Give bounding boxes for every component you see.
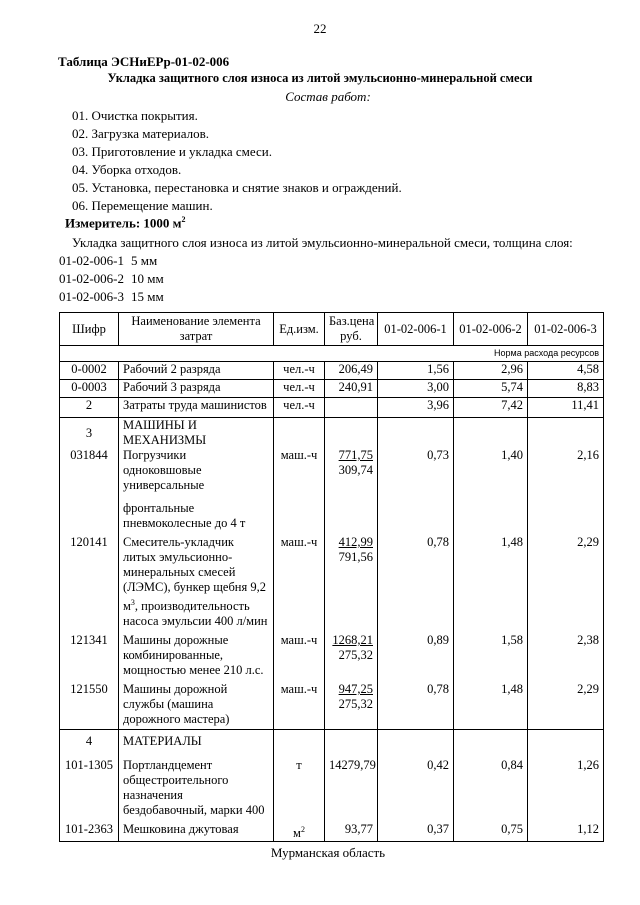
row-code: 031844 (60, 448, 119, 535)
table-row (60, 822, 604, 842)
row-value-2: 1,48 (454, 682, 528, 730)
row-value-3: 1,12 (528, 822, 604, 842)
section-header-row (60, 730, 604, 752)
work-item: 01. Очистка покрытия. (72, 108, 198, 123)
header-name: Наименование элемента затрат (119, 313, 274, 346)
table-row (60, 398, 604, 418)
row-value-2: 5,74 (454, 380, 528, 398)
row-unit: чел.-ч (274, 380, 325, 398)
row-value-1: 0,37 (378, 822, 454, 842)
row-name: Погрузчики одноковшовые универсальные фронтальные пневмоколесные до 4 т (119, 448, 274, 535)
row-price: 947,25 275,32 (325, 682, 378, 730)
row-value-1: 0,78 (378, 682, 454, 730)
section-header-row (60, 418, 604, 449)
row-value-2: 7,42 (454, 398, 528, 418)
work-item: 06. Перемещение машин. (72, 198, 213, 213)
variant-value: 15 мм (131, 289, 164, 304)
variant-row (59, 289, 164, 305)
row-code: 121341 (60, 633, 119, 682)
row-price: 1268,21 275,32 (325, 633, 378, 682)
row-value-3: 2,29 (528, 682, 604, 730)
work-item: 05. Установка, перестановка и снятие знаков и ограждений. (72, 180, 402, 195)
row-value-2: 1,58 (454, 633, 528, 682)
row-value-3: 4,58 (528, 362, 604, 380)
row-name: Машины дорожные комбинированные, мощностью менее 210 л.с. (119, 633, 274, 682)
variant-code: 01-02-006-1 (59, 253, 124, 268)
row-unit: чел.-ч (274, 362, 325, 380)
variant-row (59, 253, 157, 269)
norm-note: Норма расхода ресурсов (60, 346, 604, 362)
row-price: 771,75 309,74 (325, 448, 378, 535)
row-code: 2 (60, 398, 119, 418)
row-unit: чел.-ч (274, 398, 325, 418)
row-name: Рабочий 3 разряда (119, 380, 274, 398)
table-row (60, 535, 604, 633)
row-value-1: 3,96 (378, 398, 454, 418)
row-value-1: 0,73 (378, 448, 454, 535)
variant-code: 01-02-006-2 (59, 271, 124, 286)
section-code: 4 (60, 730, 119, 752)
row-value-3: 1,26 (528, 752, 604, 822)
measure-unit: Измеритель: 1000 $м^2$ (65, 215, 186, 231)
row-price: 93,77 (325, 822, 378, 842)
header-variant-1: 01-02-006-1 (378, 313, 454, 346)
variant-value: 5 мм (131, 253, 158, 268)
row-value-2: 0,84 (454, 752, 528, 822)
row-code: 101-2363 (60, 822, 119, 842)
row-code: 101-1305 (60, 752, 119, 822)
header-price: Баз.цена руб. (325, 313, 378, 346)
variant-row (59, 271, 164, 287)
row-value-1: 0,42 (378, 752, 454, 822)
row-name: Портландцемент общестроительного назначения бездобавочный, марки 400 (119, 752, 274, 822)
row-code: 0-0003 (60, 380, 119, 398)
row-price: 206,49 (325, 362, 378, 380)
table-row (60, 633, 604, 682)
row-unit: маш.-ч (274, 682, 325, 730)
table-code: Таблица ЭСНиЕРр-01-02-006 (58, 54, 230, 69)
row-unit: т (274, 752, 325, 822)
row-unit: маш.-ч (274, 448, 325, 535)
table-row (60, 448, 604, 535)
row-price: 412,99 791,56 (325, 535, 378, 633)
table-title: Укладка защитного слоя износа из литой эмульсионно-минеральной смеси (107, 71, 533, 85)
header-code: Шифр (60, 313, 119, 346)
row-value-3: 2,38 (528, 633, 604, 682)
row-unit: маш.-ч (274, 535, 325, 633)
row-price: 240,91 (325, 380, 378, 398)
row-value-2: 0,75 (454, 822, 528, 842)
work-composition-heading: Состав работ: (285, 89, 371, 104)
header-variant-3: 01-02-006-3 (528, 313, 604, 346)
resource-table (59, 312, 604, 842)
row-value-2: 1,48 (454, 535, 528, 633)
row-name: Смеситель-укладчик литых эмульсионно- минеральных смесей (ЛЭМС), бункер щебня 9,2 $м^3$, производительность насоса эмульсии 400 л/мин (119, 535, 274, 633)
row-name: Мешковина джутовая (119, 822, 274, 842)
table-row (60, 682, 604, 730)
work-item: 04. Уборка отходов. (72, 162, 182, 177)
work-item: 03. Приготовление и укладка смеси. (72, 144, 272, 159)
row-value-1: 1,56 (378, 362, 454, 380)
row-value-1: 0,78 (378, 535, 454, 633)
header-unit: Ед.изм. (274, 313, 325, 346)
row-value-3: 8,83 (528, 380, 604, 398)
row-price: 14279,79 (325, 752, 378, 822)
table-row (60, 752, 604, 822)
work-item: 02. Загрузка материалов. (72, 126, 209, 141)
row-value-3: 11,41 (528, 398, 604, 418)
row-value-2: 1,40 (454, 448, 528, 535)
table-row (60, 380, 604, 398)
row-code: 0-0002 (60, 362, 119, 380)
row-unit: $м^2$ (274, 822, 325, 842)
row-value-1: 3,00 (378, 380, 454, 398)
header-variant-2: 01-02-006-2 (454, 313, 528, 346)
row-code: 120141 (60, 535, 119, 633)
section-title: МАТЕРИАЛЫ (119, 730, 274, 752)
row-value-3: 2,16 (528, 448, 604, 535)
row-name: Затраты труда машинистов (119, 398, 274, 418)
table-header-row (60, 313, 604, 346)
variant-value: 10 мм (131, 271, 164, 286)
variant-code: 01-02-006-3 (59, 289, 124, 304)
row-name: Рабочий 2 разряда (119, 362, 274, 380)
page-number: 22 (313, 21, 327, 36)
row-unit: маш.-ч (274, 633, 325, 682)
section-title: МАШИНЫ И МЕХАНИЗМЫ (119, 418, 274, 449)
row-price (325, 398, 378, 418)
row-value-3: 2,29 (528, 535, 604, 633)
table-row (60, 362, 604, 380)
norm-note-row (60, 346, 604, 362)
section-code: 3 (60, 418, 119, 449)
row-value-2: 2,96 (454, 362, 528, 380)
row-code: 121550 (60, 682, 119, 730)
page-footer: Мурманская область (270, 845, 386, 860)
intro-text: Укладка защитного слоя износа из литой эмульсионно-минеральной смеси, толщина слоя: (72, 235, 573, 250)
row-value-1: 0,89 (378, 633, 454, 682)
row-name: Машины дорожной службы (машина дорожного мастера) (119, 682, 274, 730)
